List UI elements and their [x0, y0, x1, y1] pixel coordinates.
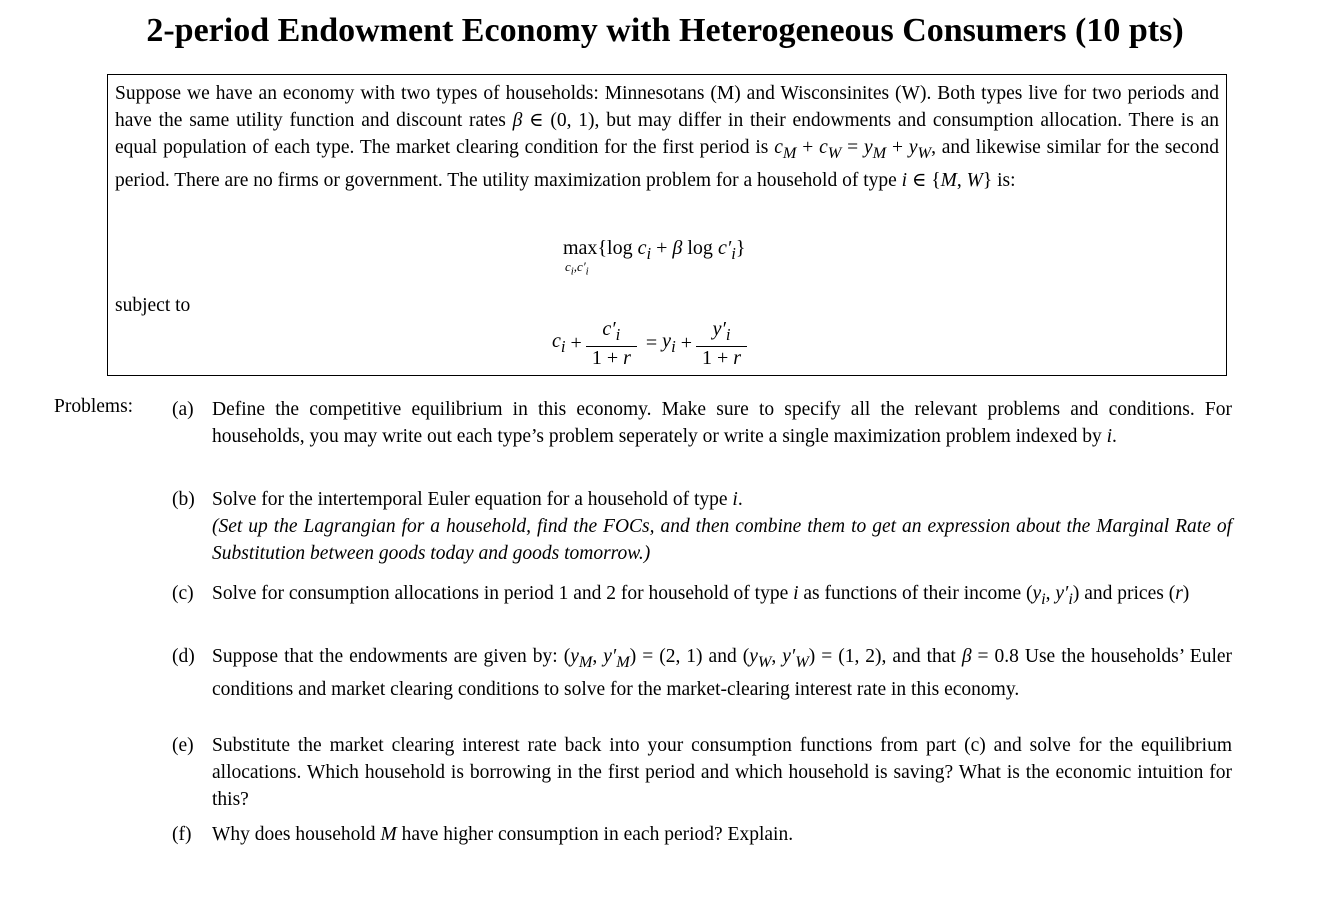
- subject-to-label: subject to: [115, 295, 191, 316]
- problem-d: (d) Suppose that the endowments are given by: ($y_M$, $y'_M) = (2$, 1) and ($y_W$, $y'_W) = (1$, 2), and that β = 0.8 Use the households’ Euler conditions and market clearing conditions to solve for the market-clearing interest rate in this economy.: [172, 646, 1233, 700]
- utility-objective: max $c_i,c'_i$ {log $c_i + \beta$ $\log c'_i$}: [563, 237, 746, 278]
- problems-label: Problems:: [54, 396, 134, 417]
- problem-setup-box: [107, 74, 1227, 376]
- problem-f: (f) Why does household M have higher consumption in each period? Explain.: [172, 824, 794, 845]
- page-title: 2-period Endowment Economy with Heterogeneous Consumers (10 pts): [146, 12, 1184, 49]
- problem-b: (b) Solve for the intertemporal Euler equation for a household of type i. (Set up the Lagrangian for a household, find the FOCs, and then combine them to get an expression about the Marginal Rate of Substitution between goods today and goods tomorrow.): [172, 486, 1232, 567]
- problem-b-hint: (Set up the Lagrangian for a household, find the FOCs, and then combine them to get an expression about the Marginal Rate of Substitution between goods today and goods tomorrow.): [212, 516, 1232, 564]
- problem-c: (c) Solve for consumption allocations in period 1 and 2 for household of type i as functions of their income ($y_i$, $y'_i$) and prices (r): [172, 583, 1190, 608]
- setup-paragraph: Suppose we have an economy with two types of households: Minnesotans (M) and Wisconsinites (W). Both types live for two periods and have the same utility function and discount rates β ∈ (0, 1), but may differ in their endowments and consumption allocation. There is an equal population of each type. The market clearing condition for the first period is $c_M + c_W = y_M + y_W$, and likewise similar for the second period. There are no firms or government. The utility maximization problem for a household of type i ∈ {M, W} is:: [115, 83, 1220, 191]
- budget-constraint: $c_i$ + $\frac{c'_i}{1 + r}$ = $y_i$ + $\frac{y'_i}{1 + r}$: [552, 318, 751, 369]
- setup-text-2: but may differ in their endowments and consumption allocation. There is an equal population of each type. The market clearing condition for the first period is: [115, 110, 1220, 158]
- setup-text-1: Suppose we have an economy with two types of households: Minnesotans (M) and Wisconsinites (W). Both types live for two periods and have the same utility function and discount rates: [115, 83, 1219, 131]
- setup-text-4: is:: [997, 169, 1016, 191]
- problem-e: (e) Substitute the market clearing interest rate back into your consumption functions from part (c) and solve for the equilibrium allocations. Which household is borrowing in the first period and which household is saving? What is the economic intuition for this?: [172, 735, 1232, 810]
- setup-text-3: and likewise similar for the second period. There are no firms or government. The utility maximization problem for a household of type: [115, 137, 1219, 191]
- problem-a: (a) Define the competitive equilibrium in this economy. Make sure to specify all the relevant problems and conditions. For households, you may write out each type’s problem seperately or write a single maximization problem indexed by i.: [172, 399, 1232, 447]
